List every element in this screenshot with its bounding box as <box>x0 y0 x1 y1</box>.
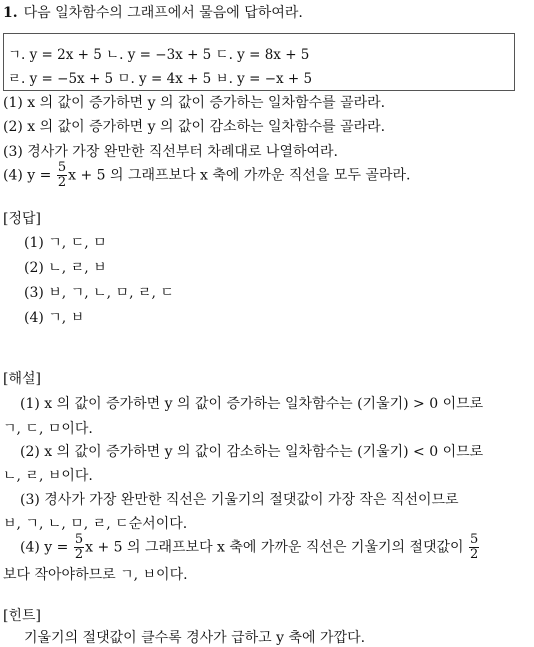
explanation-4-prefix: (4) y = <box>20 539 69 556</box>
explanation-4-line-1 <box>20 533 480 562</box>
subquestion-2: (2) x 의 값이 증가하면 y 의 값이 감소하는 일차함수를 골라라. <box>3 119 386 135</box>
explanation-2-line-1: (2) x 의 값이 증가하면 y 의 값이 감소하는 일차함수는 (기울기) < 0 이므로 <box>20 444 484 460</box>
subquestion-3: (3) 경사가 가장 완만한 직선부터 차례대로 나열하여라. <box>3 144 338 160</box>
explanation-3-line-1: (3) 경사가 가장 완만한 직선은 기울기의 절댓값이 가장 작은 직선이므로 <box>20 492 459 508</box>
fraction-five-halves <box>74 533 84 562</box>
hint-text: 기울기의 절댓값이 클수록 경사가 급하고 y 축에 가깝다. <box>24 630 366 646</box>
question-text: 다음 일차함수의 그래프에서 물음에 답하여라. <box>23 5 303 21</box>
hint-header: [힌트] <box>3 608 41 624</box>
fraction-numerator: 5 <box>470 532 479 547</box>
answer-3: (3) ㅂ, ㄱ, ㄴ, ㅁ, ㄹ, ㄷ <box>24 285 174 301</box>
fraction-denominator: 2 <box>74 547 84 562</box>
subquestion-4-suffix: x + 5 의 그래프보다 x 축에 가까운 직선을 모두 골라라. <box>68 167 411 184</box>
question-title <box>3 4 303 22</box>
answer-4: (4) ㄱ, ㅂ <box>24 310 85 326</box>
explanation-4-line-2: 보다 작아야하므로 ㄱ, ㅂ이다. <box>3 567 188 583</box>
fraction-numerator: 5 <box>57 160 67 175</box>
equation-row-2: ㄹ. y = −5x + 5 ㅁ. y = 4x + 5 ㅂ. y = −x + 5 <box>8 71 313 87</box>
equation-box <box>3 33 515 91</box>
answer-header: [정답] <box>3 211 41 227</box>
subquestion-4 <box>3 161 410 190</box>
subquestion-4-prefix: (4) y = <box>3 167 52 184</box>
fraction-denominator: 2 <box>57 175 67 190</box>
question-number: 1. <box>3 5 18 21</box>
equation-row-1: ㄱ. y = 2x + 5 ㄴ. y = −3x + 5 ㄷ. y = 8x + 5 <box>8 47 310 63</box>
explanation-header: [해설] <box>3 371 41 387</box>
fraction-five-halves-2 <box>469 533 479 562</box>
explanation-4-middle: x + 5 의 그래프보다 x 축에 가까운 직선은 기울기의 절댓값이 <box>85 539 464 556</box>
subquestion-1: (1) x 의 값이 증가하면 y 의 값이 증가하는 일차함수를 골라라. <box>3 95 386 111</box>
explanation-3-line-2: ㅂ, ㄱ, ㄴ, ㅁ, ㄹ, ㄷ순서이다. <box>3 516 188 532</box>
answer-1: (1) ㄱ, ㄷ, ㅁ <box>24 235 107 251</box>
fraction-numerator: 5 <box>74 532 84 547</box>
explanation-1-line-1: (1) x 의 값이 증가하면 y 의 값이 증가하는 일차함수는 (기울기) > 0 이므로 <box>20 396 484 412</box>
fraction-five-halves <box>57 161 67 190</box>
explanation-2-line-2: ㄴ, ㄹ, ㅂ이다. <box>3 468 93 484</box>
explanation-1-line-2: ㄱ, ㄷ, ㅁ이다. <box>3 421 93 437</box>
answer-2: (2) ㄴ, ㄹ, ㅂ <box>24 260 107 276</box>
fraction-denominator: 2 <box>470 547 479 562</box>
